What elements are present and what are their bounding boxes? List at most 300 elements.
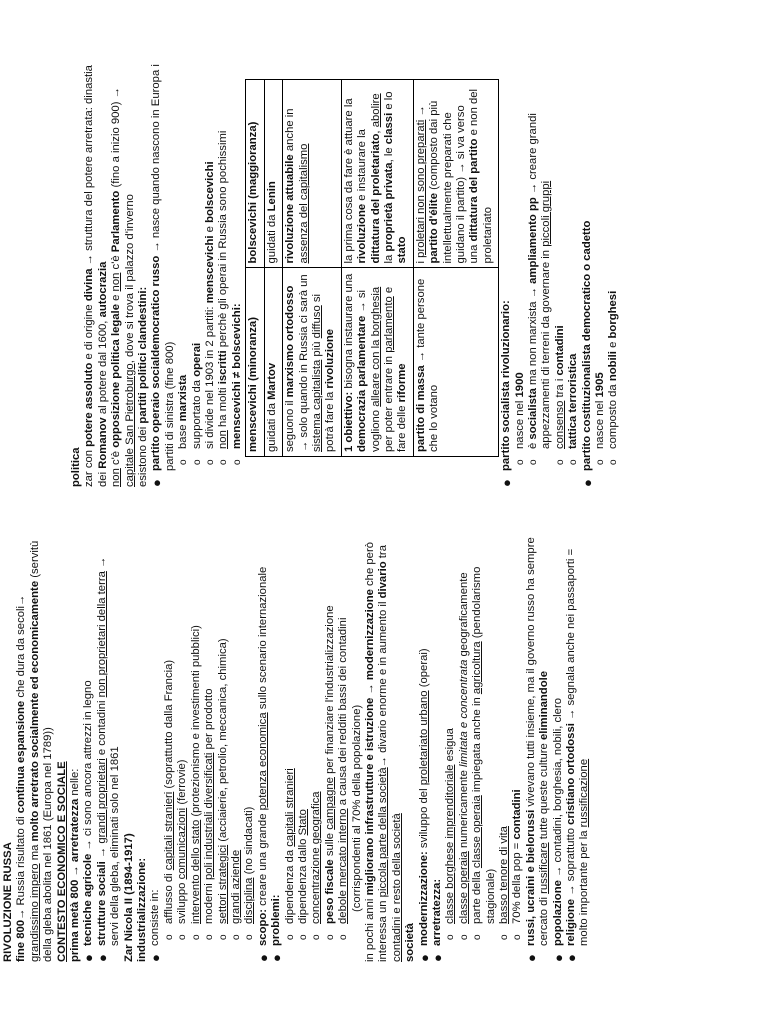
text-run: si potrà fare la — [310, 293, 337, 452]
list-item-text — [310, 532, 323, 924]
text-run: marxista — [177, 374, 190, 422]
list-item — [217, 50, 230, 487]
text-run: (ferrovie) — [176, 759, 189, 808]
text-run: bolscevichi — [204, 161, 217, 223]
list-item-text — [190, 532, 203, 924]
text-run: (soprattutto dalla Francia) — [162, 659, 175, 792]
table-row — [413, 80, 498, 457]
text-run: prima metà 800 → arretratezza — [69, 798, 82, 962]
text-run: → servi della gleba, eliminati solo nel 1861 — [95, 556, 122, 946]
sub-bullet-icon: o — [311, 934, 323, 940]
bullet-icon: ● — [149, 479, 165, 487]
text-run: partito d'élite — [428, 193, 441, 264]
text-run: parlamento — [382, 296, 395, 353]
text-run: creare una grande — [256, 810, 269, 909]
text-run: la — [382, 251, 395, 264]
list-item-text — [594, 50, 607, 449]
list-item — [337, 532, 350, 962]
text-run: numericamente — [457, 767, 470, 852]
sub-bullet-icon: o — [217, 934, 229, 940]
table-header-cell: menscevichi (minoranza) — [246, 268, 264, 457]
text-run: diffuso — [310, 305, 323, 339]
text-run: nelle: — [69, 768, 82, 799]
text-run: tecniche agricole — [82, 853, 95, 946]
list-item — [203, 532, 216, 962]
text-run: borghesi — [607, 290, 620, 339]
text-run: intervento dello stato — [189, 819, 202, 924]
text-run: abolire — [369, 93, 382, 128]
bullet-icon: ● — [523, 954, 539, 962]
text-run: agricoltura — [471, 641, 484, 695]
text-run: cristiano ortodossi — [565, 723, 578, 825]
table-body — [264, 80, 499, 457]
text-run: (acciaierie, petrolio, meccanica, chimica) — [216, 638, 229, 845]
text-run: modernizzazione — [363, 589, 376, 681]
text-run: riforme — [396, 363, 409, 403]
text-run: , le — [382, 144, 395, 163]
text-run: impiegata anche in — [471, 694, 484, 796]
text-run: e non del proletariato — [468, 88, 494, 264]
text-run: piccola parte della società — [377, 767, 390, 898]
list-item-text — [471, 532, 498, 924]
text-run: → Russia risultato di — [15, 813, 28, 920]
text-run: religione — [565, 898, 578, 946]
text-run: → — [363, 680, 376, 698]
text-run: dipendenza da — [283, 846, 296, 924]
text-run: Lenin — [265, 181, 278, 212]
arretratezza-label: arretratezza: — [431, 878, 443, 946]
consiste-item — [149, 532, 162, 962]
text-run: supportato da — [190, 376, 203, 449]
document-title: RIVOLUZIONE RUSSA — [2, 842, 14, 962]
list-item-text — [82, 532, 95, 946]
text-run: Martov — [265, 362, 278, 400]
text-run: proletariato urbano — [417, 690, 430, 786]
scopo-item — [257, 532, 270, 962]
list-item — [594, 50, 607, 487]
list-item-text — [337, 532, 350, 924]
list-item-text — [514, 50, 527, 449]
text-run: menscevichi — [204, 235, 217, 304]
sub-bullet-icon: o — [231, 459, 243, 465]
text-run: e instaurare la — [356, 129, 369, 204]
list-item — [82, 532, 95, 962]
list-item-text — [204, 50, 217, 449]
text-run: Stato — [296, 809, 309, 836]
bullet-icon: ● — [81, 954, 97, 962]
text-run: composto da — [607, 381, 620, 449]
text-run: → contadini, borghesia, nobili, clero — [551, 697, 564, 881]
prima-meta-line — [69, 532, 82, 962]
text-run: → ci sono ancora attrezzi in legno — [82, 680, 95, 854]
text-run: debole mercato interno — [337, 808, 350, 924]
bullet-icon: ● — [564, 954, 580, 962]
problemi-list — [284, 532, 351, 962]
text-run: rivoluzione attuabile — [284, 154, 297, 264]
pcd-item — [581, 50, 594, 487]
text-run: classi — [382, 112, 395, 145]
text-run: più — [310, 338, 323, 360]
list-item-text — [177, 50, 190, 449]
list-item — [324, 532, 337, 962]
societa-heading: società — [404, 923, 417, 962]
list-item — [190, 532, 203, 962]
table-cell — [413, 268, 498, 457]
list-item — [217, 532, 230, 962]
russi-item — [525, 532, 552, 962]
sub-bullet-icon: o — [472, 934, 484, 940]
sub-bullet-icon: o — [177, 934, 189, 940]
text-run: peso fiscale — [323, 859, 336, 924]
problemi-label: problemi: — [270, 894, 283, 946]
list-item — [607, 50, 620, 487]
table-row — [264, 80, 282, 457]
table-cell — [283, 268, 342, 457]
list-item — [458, 532, 471, 962]
text-run: tra i — [553, 375, 566, 401]
text-run: menscevichi ≠ bolscevichi: — [230, 303, 243, 449]
text-run: fine 800 — [15, 919, 28, 962]
list-item-text — [231, 50, 244, 449]
popolazione-text — [552, 532, 565, 946]
table-cell — [341, 268, 413, 457]
list-item-text — [554, 50, 567, 449]
psr-list — [514, 50, 581, 487]
list-item — [527, 50, 554, 487]
text-run: per prodotto — [203, 688, 216, 753]
text-run: la prima cosa da fare è attuare la — [342, 98, 355, 264]
sub-bullet-icon: o — [458, 934, 470, 940]
text-run: contadini — [511, 789, 524, 840]
text-run: piccoli gruppi — [540, 180, 553, 247]
arretratezza-list — [444, 532, 524, 962]
text-run: iscritti — [217, 350, 230, 385]
text-run: in pochi anni — [363, 895, 376, 962]
consiste-list — [163, 532, 257, 962]
sub-bullet-icon: o — [499, 934, 511, 940]
list-item-text — [217, 532, 230, 924]
text-run: capitali stranieri — [162, 791, 175, 871]
bullet-icon: ● — [269, 954, 285, 962]
text-run: guidati da — [265, 399, 278, 452]
list-item — [176, 532, 189, 962]
list-item-text — [243, 532, 256, 924]
list-item — [554, 50, 567, 487]
text-run: → soprattutto — [565, 824, 578, 899]
text-run: → nasce quando nascono in Europa i partiti di sinistra (fine 800) — [150, 64, 176, 471]
text-run: potere assoluto — [83, 362, 96, 447]
text-run: → segnala anche nei passaporti = molto importante per la — [565, 548, 591, 946]
text-run: non — [110, 272, 123, 292]
text-run: dipendenza dallo — [296, 835, 309, 924]
text-run: settori strategici — [216, 844, 229, 924]
text-run: modernizzazione: — [417, 851, 430, 946]
russi-text — [525, 532, 552, 946]
table-row — [283, 80, 342, 457]
text-run: i — [414, 257, 427, 264]
sub-bullet-icon: o — [608, 459, 620, 465]
text-run: anche in — [284, 108, 297, 155]
text-run: geograficamente — [457, 572, 470, 660]
contesto-heading: CONTESTO ECONOMICO E SOCIALE — [55, 761, 68, 962]
text-run: ha molti — [217, 384, 230, 431]
text-run: e contadini — [95, 697, 108, 759]
text-run: capitale San Pietroburgo — [123, 363, 136, 487]
list-item — [231, 50, 244, 487]
text-run: si divide nel 1903 in 2 partiti: — [204, 303, 217, 449]
list-item-text — [217, 50, 230, 449]
text-run: → tante persone che lo votano — [414, 278, 441, 452]
text-run: sviluppo — [176, 879, 189, 924]
text-run: (operai) — [417, 648, 430, 691]
pos-item — [150, 50, 177, 487]
text-run: nasce nel — [513, 397, 526, 449]
list-item — [297, 532, 310, 962]
text-run: (protezionismo e investimenti pubblici) — [189, 625, 202, 820]
text-run: c'è — [110, 447, 123, 469]
comparison-table — [245, 79, 499, 457]
prima-meta-list — [82, 532, 122, 962]
text-run: (no sindacati) — [243, 806, 256, 878]
text-run: campagne — [323, 777, 336, 830]
sub-bullet-icon: o — [230, 934, 242, 940]
pcd-list — [594, 50, 621, 487]
sub-bullet-icon: o — [568, 459, 580, 465]
text-run: proprietà privata — [382, 162, 395, 252]
industrializzazione-heading: industrializzazione: — [136, 857, 149, 962]
text-run: popolazione — [551, 880, 564, 946]
problemi-item — [270, 532, 283, 962]
psr-label: partito socialista rivoluzionario: — [500, 300, 513, 471]
modernizzazione-item — [418, 532, 431, 962]
text-run: russi, ucraini e bielorussi — [524, 809, 537, 946]
text-run: → divario enorme e in aumento il — [377, 598, 390, 768]
politica-heading: politica — [70, 447, 82, 487]
text-run: → si vogliono — [356, 290, 382, 452]
sub-bullet-icon: o — [244, 934, 256, 940]
text-run: democrazia parlamentare — [356, 315, 369, 452]
text-run: a causa dei redditi bassi dei contadini — [337, 617, 350, 809]
text-run: contadini — [553, 325, 566, 376]
list-item — [191, 50, 204, 487]
text-run: 1900 — [513, 372, 526, 398]
text-run: limitata e concentrata — [457, 659, 470, 767]
text-run: e — [607, 338, 620, 352]
text-run: grandissimo impero — [28, 863, 41, 962]
list-item-text — [324, 532, 337, 924]
text-run: concentrazione geografica — [310, 791, 323, 924]
text-run: che dura da secoli→ — [15, 594, 28, 701]
list-item — [567, 50, 580, 487]
list-item — [284, 532, 297, 962]
list-item-text — [176, 532, 189, 924]
text-run: 70% della pop = — [511, 839, 524, 924]
text-run: proletari non sono preparati — [414, 119, 427, 258]
text-run: scopo: — [256, 908, 269, 946]
religione-item — [565, 532, 592, 962]
bullet-icon: ● — [430, 954, 445, 962]
list-item — [243, 532, 256, 962]
text-run: nobili — [607, 351, 620, 382]
bullet-icon: ● — [550, 954, 566, 962]
list-item-text — [444, 532, 457, 924]
text-run: (servitù della gleba abolita nel 1861 (Europa nel 1789)) — [28, 540, 55, 962]
list-item — [204, 50, 217, 487]
sub-bullet-icon: o — [554, 459, 566, 465]
text-run: partito di massa — [414, 365, 427, 452]
text-run: rivoluzione — [324, 328, 337, 389]
text-run: opposizione politica legale — [110, 304, 123, 448]
text-run: , — [369, 127, 382, 134]
text-run: continua espansione — [15, 700, 28, 814]
religione-text — [565, 532, 592, 946]
text-run: Parlamento — [110, 190, 123, 253]
text-run: sulle — [323, 829, 336, 860]
psr-item — [500, 50, 513, 487]
table-cell — [341, 80, 413, 269]
text-run: ma — [28, 841, 41, 864]
text-run: potenza economica — [256, 712, 269, 811]
text-run: divario — [377, 561, 390, 599]
sub-bullet-icon: o — [205, 459, 217, 465]
text-run: sullo scenario internazionale — [256, 566, 269, 713]
intro-paragraph — [15, 532, 55, 962]
text-run: rivoluzione — [356, 203, 369, 264]
list-item-text — [527, 50, 554, 449]
zar-heading: Zar Nicola II (1894-1917) — [122, 833, 135, 962]
text-run: vivevano tutti insieme, ma il governo russo ha sempre cercato di — [524, 537, 551, 946]
sub-bullet-icon: o — [284, 934, 296, 940]
text-run: bisogna instaurare una — [342, 273, 355, 392]
list-item-text — [607, 50, 620, 449]
text-run: grandi proprietari — [95, 758, 108, 844]
table-cell — [413, 80, 498, 269]
text-run: (composto dai più intellettualmente preparati che guidano il partito) → si va verso una — [428, 100, 481, 264]
list-item-text — [96, 532, 123, 946]
list-item-text — [230, 532, 243, 924]
text-run: dittatura del partito — [468, 138, 481, 242]
pos-text — [150, 50, 177, 471]
text-run: parte della — [471, 868, 484, 924]
list-item-text — [498, 532, 511, 924]
list-item-text — [297, 532, 310, 924]
sub-bullet-icon: o — [190, 934, 202, 940]
sub-bullet-icon: o — [514, 459, 526, 465]
bullet-icon: ● — [148, 954, 164, 962]
sub-bullet-icon: o — [324, 934, 336, 940]
text-run: per poter entrare in — [382, 352, 395, 452]
list-item — [163, 532, 176, 962]
text-run: ma non marxista → — [527, 283, 539, 389]
text-run: basso tenore di vita — [498, 826, 511, 924]
sub-bullet-icon: o — [297, 934, 309, 940]
consiste-label: consiste in: — [149, 889, 162, 946]
text-run: e di origine — [83, 301, 96, 363]
bullet-icon: ● — [94, 954, 110, 962]
list-item — [310, 532, 323, 962]
text-run: marxismo ortodosso — [284, 285, 297, 398]
table-header-cell: bolscevichi (maggioranza) — [246, 80, 264, 269]
text-run: è — [527, 439, 539, 449]
arretratezza-item — [431, 532, 444, 962]
list-item — [177, 50, 190, 487]
text-run: non — [217, 430, 230, 449]
sub-bullet-icon: o — [445, 934, 457, 940]
text-run: esigua — [444, 728, 457, 765]
table-cell — [264, 80, 282, 269]
text-run: partiti politici clandestini: — [137, 286, 150, 424]
list-item-text — [203, 532, 216, 924]
table-cell — [283, 80, 342, 269]
text-run: divina — [83, 268, 96, 302]
sub-bullet-icon: o — [191, 459, 203, 465]
text-run: → — [414, 105, 427, 120]
text-run: russificare — [538, 842, 551, 894]
pcd-label: partito costituzionalista democratico o cadetto — [580, 220, 593, 471]
text-run: socialista — [527, 388, 539, 440]
text-run: che però interessa un — [363, 542, 390, 962]
text-run: → struttura del potere arretrata: dinastia dei — [83, 65, 109, 487]
text-run: tattica terroristica — [567, 353, 580, 449]
list-item-text — [458, 532, 471, 924]
text-run: Romanov — [96, 417, 109, 469]
popolazione-item — [552, 532, 565, 962]
list-item — [511, 532, 524, 962]
text-run: guidati da — [265, 211, 278, 264]
list-item — [96, 532, 123, 962]
text-run: → — [95, 843, 108, 862]
text-run: 1905 — [594, 372, 607, 398]
text-run: contadini e resto della società — [390, 813, 403, 962]
text-run: poli industriali diversificati — [203, 752, 216, 881]
text-run: dittatura del proletariato — [369, 133, 382, 264]
text-run: e lo — [382, 91, 395, 113]
text-run: alleare con la borghesia — [369, 286, 382, 407]
text-run: (pendolarismo stagionale) — [471, 566, 497, 924]
text-run: perchè gli operai in Russia sono pochissimi — [217, 130, 230, 351]
list-item-text — [511, 532, 524, 924]
text-run: seguono il — [284, 397, 297, 452]
text-run: al potere dal 1600, — [96, 317, 109, 418]
text-run: c'è — [110, 252, 123, 273]
left-column — [2, 532, 592, 962]
text-run: operai — [190, 342, 203, 377]
corrispondenti-note: (corrispondenti al 70% della popolazione) — [350, 704, 363, 912]
list-item-text — [567, 50, 580, 449]
text-run: → solo quando in Russia ci sarà un — [297, 274, 310, 452]
list-item — [444, 532, 457, 962]
list-item — [230, 532, 243, 962]
list-item — [471, 532, 498, 962]
text-run: esistono dei — [137, 423, 150, 487]
sub-bullet-icon: o — [338, 934, 350, 940]
text-run: e — [204, 222, 217, 236]
list-item-text — [284, 532, 297, 924]
text-run: non proprietari della terra — [95, 571, 108, 698]
text-run: tutte queste culture — [538, 740, 551, 843]
bullet-icon: ● — [499, 479, 515, 487]
text-run: e — [110, 291, 123, 305]
sub-bullet-icon: o — [204, 934, 216, 940]
text-run: zar con — [83, 446, 96, 487]
text-run: tra — [377, 545, 390, 562]
text-run: per finanziare l'industrializzazione — [323, 605, 336, 778]
zar-paragraph — [83, 50, 110, 487]
modernizzazione-text — [418, 532, 431, 946]
text-run: non — [110, 468, 123, 487]
bullet-icon: ● — [579, 479, 595, 487]
list-item-text — [191, 50, 204, 449]
